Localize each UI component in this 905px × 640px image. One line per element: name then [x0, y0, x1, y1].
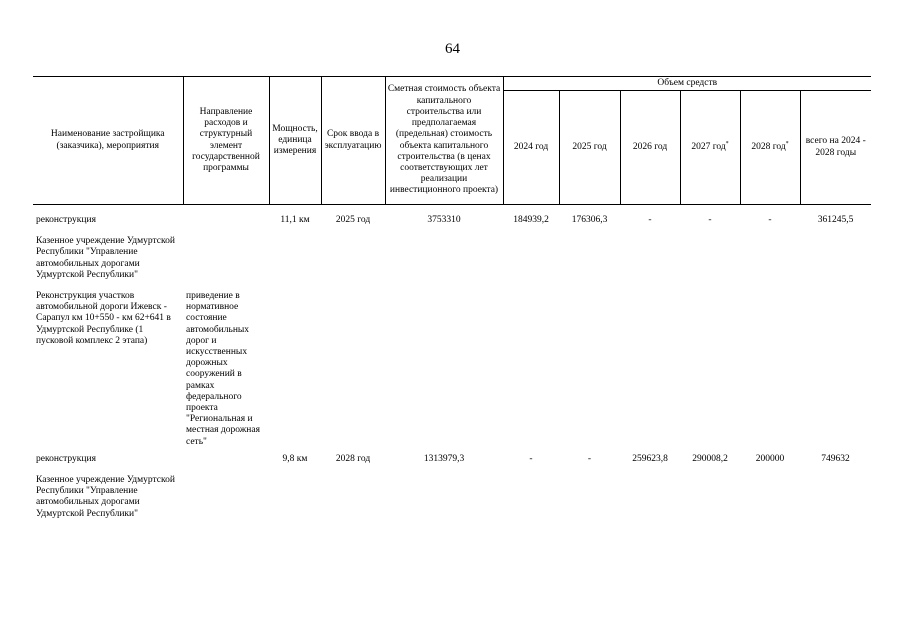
row-2026: 259623,8	[632, 453, 668, 464]
row-term: 2025 год	[335, 215, 371, 225]
row-direction: приведение в нормативное состояние автомобильных дорог и искусственных дорожных сооружений в рамках федерального проекта "Региональная и местная дорожная сеть"	[186, 291, 260, 447]
page-number: 64	[445, 41, 460, 57]
table-row	[33, 475, 871, 520]
header-capacity: Мощность, единица измерения	[269, 77, 321, 205]
table-row	[33, 215, 871, 226]
row-cost: 1313979,3	[423, 453, 465, 464]
row-2026: -	[648, 215, 652, 225]
header-total: всего на 2024 - 2028 годы	[800, 91, 871, 205]
investment-table	[33, 76, 871, 520]
row-2024: 184939,2	[513, 215, 549, 225]
row-cost: 3753310	[427, 215, 461, 225]
row-term: 2028 год	[335, 453, 371, 464]
header-2025: 2025 год	[559, 91, 620, 205]
row-name: Казенное учреждение Удмуртской Республики "Управление автомобильных дорогами Удмуртской Республики"	[36, 236, 175, 280]
row-2027: 290008,2	[692, 453, 728, 464]
row-direction	[183, 215, 269, 226]
row-2028: -	[768, 215, 772, 225]
header-2028	[740, 91, 800, 205]
row-capacity: 9,8 км	[282, 453, 308, 464]
row-capacity: 11,1 км	[280, 215, 310, 225]
table-row	[33, 236, 871, 281]
header-2028-footnote-mark: *	[785, 140, 789, 147]
header-cost: Сметная стоимость объекта капитального строительства или предполагаемая (предельная) стоимость объекта капитального строительства (в ценах соответствующих лет реализации инвестиционного проекта)	[385, 77, 503, 205]
header-name: Наименование застройщика (заказчика), мероприятия	[33, 77, 183, 205]
header-2027-footnote-mark: *	[725, 140, 729, 147]
row-name: Реконструкция участков автомобильной дороги Ижевск - Сарапул км 10+550 - км 62+641 в Удмуртской Республике (1 пусковой комплекс 2 этапа)	[36, 291, 171, 346]
header-volume: Объем средств	[503, 77, 871, 91]
row-2025: -	[587, 453, 592, 464]
header-2026: 2026 год	[620, 91, 680, 205]
row-name: реконструкция	[36, 453, 96, 464]
header-term: Срок ввода в эксплуатацию	[321, 77, 385, 205]
row-2025: 176306,3	[571, 215, 608, 225]
row-total: 749632	[821, 453, 850, 464]
row-name: реконструкция	[36, 215, 96, 225]
row-name: Казенное учреждение Удмуртской Республики "Управление автомобильных дорогами Удмуртской Республики"	[36, 475, 175, 519]
row-total: 361245,5	[817, 215, 854, 225]
header-2027	[680, 91, 740, 205]
header-2027-label: 2027 год	[691, 142, 726, 152]
header-direction: Направление расходов и структурный элемент государственной программы	[183, 77, 269, 205]
table-row	[33, 291, 871, 448]
header-2028-label: 2028 год	[751, 142, 786, 152]
row-2028: 200000	[755, 453, 785, 464]
table-row	[33, 454, 871, 465]
row-2024: -	[529, 453, 533, 464]
row-2027: -	[708, 215, 712, 225]
row-direction	[183, 454, 269, 465]
header-2024: 2024 год	[503, 91, 559, 205]
